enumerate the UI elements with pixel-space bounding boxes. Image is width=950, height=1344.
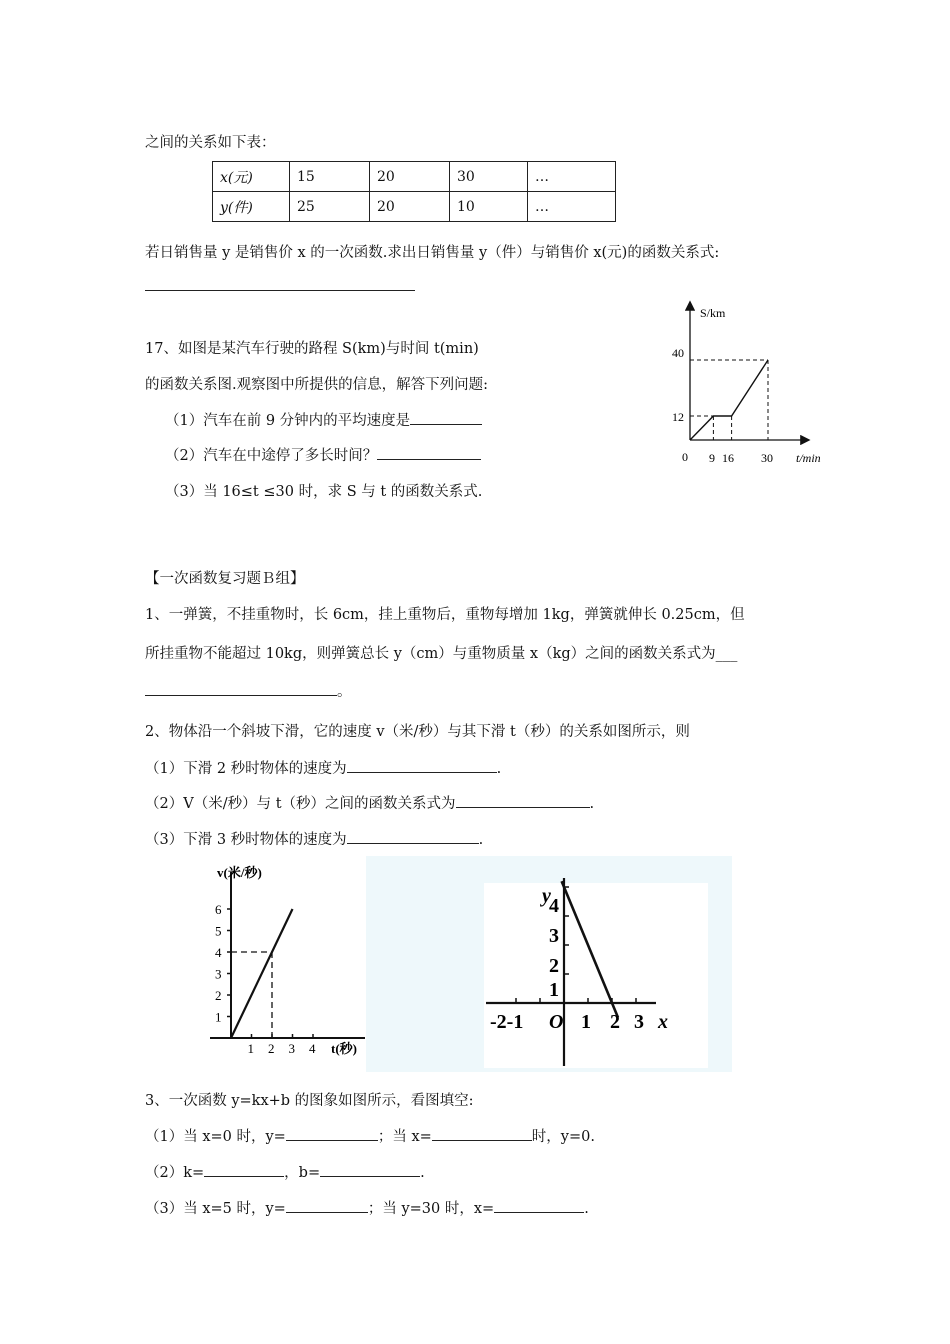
y-tick-label: 6 bbox=[215, 902, 222, 917]
answer-blank[interactable] bbox=[347, 830, 479, 844]
x-tick-2: 2 bbox=[610, 1011, 620, 1033]
q17-sub2-text: （2）汽车在中途停了多长时间？ bbox=[165, 448, 378, 464]
x-tick-label: 1 bbox=[247, 1041, 254, 1056]
b-q2-sub3 bbox=[145, 828, 483, 849]
b-q2-sub1 bbox=[145, 757, 501, 778]
y-tick-label: 5 bbox=[215, 923, 222, 939]
b-q1-end: 。 bbox=[337, 684, 352, 700]
q17-line1: 17、如图是某汽车行驶的路程 S(km)与时间 t(min) bbox=[145, 341, 479, 357]
answer-blank[interactable] bbox=[410, 411, 482, 425]
y-axis-label: S/km bbox=[700, 306, 726, 320]
b-q2-line1: 2、物体沿一个斜坡下滑，它的速度 v（米/秒）与其下滑 t（秒）的关系如图所示，则 bbox=[145, 724, 690, 740]
table-cell-y-label: y(件) bbox=[213, 192, 290, 222]
answer-blank[interactable] bbox=[456, 794, 590, 808]
y-axis-label: y bbox=[542, 885, 551, 907]
answer-blank[interactable] bbox=[286, 1199, 368, 1213]
b-q1-line3 bbox=[145, 680, 352, 701]
x-tick-label: 4 bbox=[309, 1041, 316, 1056]
table-cell: 10 bbox=[450, 192, 528, 222]
table-row-y bbox=[213, 192, 616, 222]
table-row-x bbox=[213, 162, 616, 192]
b-q3-sub1 bbox=[145, 1125, 595, 1146]
table-cell: 20 bbox=[370, 162, 450, 192]
period: . bbox=[478, 832, 484, 848]
origin-label: 0 bbox=[682, 450, 688, 464]
linear-function-graph bbox=[366, 856, 732, 1072]
q17-line2: 的函数关系图.观察图中所提供的信息，解答下列问题: bbox=[145, 377, 488, 393]
b-q3-sub3-c: . bbox=[584, 1201, 589, 1217]
x-tick-1: 1 bbox=[581, 1011, 591, 1033]
velocity-line bbox=[231, 909, 293, 1038]
b-q2-sub2 bbox=[145, 792, 594, 813]
q17-sub1 bbox=[165, 409, 482, 430]
period: . bbox=[496, 761, 502, 777]
y-tick-label: 2 bbox=[215, 988, 222, 1003]
x-tick-3: 3 bbox=[634, 1011, 644, 1033]
answer-blank[interactable] bbox=[377, 446, 481, 460]
y-axis-label: v(米/秒) bbox=[217, 865, 262, 880]
x-tick-30: 30 bbox=[761, 451, 773, 465]
table-cell: 15 bbox=[290, 162, 370, 192]
y-tick-3: 3 bbox=[549, 925, 559, 947]
b-q3-sub2-b: ，b= bbox=[284, 1165, 321, 1181]
b-q3-line1: 3、一次函数 y=kx+b 的图象如图所示，看图填空: bbox=[145, 1093, 474, 1109]
b-q3-sub1-b: ；当 x= bbox=[377, 1129, 432, 1145]
period: . bbox=[589, 796, 595, 812]
answer-blank[interactable] bbox=[347, 759, 497, 773]
b-q3-sub2-a: （2）k= bbox=[145, 1165, 205, 1181]
y-tick-12: 12 bbox=[672, 410, 684, 424]
b-q3-sub3-a: （3）当 x=5 时，y= bbox=[145, 1201, 286, 1217]
q16-text: 若日销售量 y 是销售价 x 的一次函数.求出日销售量 y（件）与销售价 x(元)的函数关系式: bbox=[145, 245, 720, 261]
q17-sub1-text: （1）汽车在前 9 分钟内的平均速度是 bbox=[165, 413, 411, 429]
y-tick-label: 1 bbox=[215, 1009, 222, 1025]
x-tick-label: 2 bbox=[268, 1041, 275, 1056]
b-q3-sub3 bbox=[145, 1197, 589, 1218]
section-b-title: 【一次函数复习题Ｂ组】 bbox=[145, 571, 305, 587]
b-q3-sub1-c: 时，y=0. bbox=[531, 1129, 595, 1145]
table-cell: 20 bbox=[370, 192, 450, 222]
y-tick-2: 2 bbox=[549, 955, 559, 977]
answer-blank[interactable] bbox=[432, 1127, 532, 1141]
y-tick-40: 40 bbox=[672, 346, 684, 360]
x-tick-label: 3 bbox=[288, 1041, 295, 1056]
price-sales-table bbox=[212, 161, 616, 222]
table-cell: 30 bbox=[450, 162, 528, 192]
b-q3-sub1-a: （1）当 x=0 时，y= bbox=[145, 1129, 286, 1145]
q17-sub2 bbox=[165, 444, 481, 465]
answer-blank[interactable] bbox=[145, 682, 337, 696]
distance-line bbox=[690, 360, 768, 440]
y-tick-label: 4 bbox=[215, 945, 222, 960]
x-axis-label: t(秒) bbox=[331, 1041, 357, 1056]
b-q2-sub1-text: （1）下滑 2 秒时物体的速度为 bbox=[145, 761, 347, 777]
b-q3-sub2-c: . bbox=[420, 1165, 425, 1181]
x-ticks-negative: -2-1 bbox=[490, 1011, 524, 1033]
table-cell: … bbox=[528, 162, 616, 192]
x-tick-16: 16 bbox=[722, 451, 734, 465]
answer-blank[interactable] bbox=[286, 1127, 378, 1141]
x-axis-label: t/min bbox=[796, 451, 821, 465]
y-tick-4: 4 bbox=[549, 895, 559, 917]
b-q1-line1: 1、一弹簧，不挂重物时，长 6cm，挂上重物后，重物每增加 1kg，弹簧就伸长 0.25cm，但 bbox=[145, 607, 745, 623]
b-q2-sub2-text: （2）V（米/秒）与 t（秒）之间的函数关系式为 bbox=[145, 796, 456, 812]
b-q2-sub3-text: （3）下滑 3 秒时物体的速度为 bbox=[145, 832, 347, 848]
origin-label: O bbox=[549, 1011, 564, 1033]
x-axis-label: x bbox=[658, 1011, 668, 1033]
answer-blank[interactable] bbox=[204, 1163, 284, 1177]
y-tick-label: 3 bbox=[215, 966, 222, 982]
q17-sub3: （3）当 16≤t ≤30 时，求 S 与 t 的函数关系式. bbox=[165, 484, 483, 500]
b-q3-sub2 bbox=[145, 1161, 425, 1182]
table-cell: … bbox=[528, 192, 616, 222]
b-q3-sub3-b: ；当 y=30 时，x= bbox=[367, 1201, 495, 1217]
velocity-time-graph bbox=[200, 860, 370, 1070]
x-tick-9: 9 bbox=[709, 451, 715, 465]
table-cell: 25 bbox=[290, 192, 370, 222]
answer-blank[interactable] bbox=[494, 1199, 584, 1213]
table-cell-x-label: x(元) bbox=[213, 162, 290, 192]
answer-line[interactable] bbox=[145, 290, 415, 291]
answer-blank[interactable] bbox=[320, 1163, 420, 1177]
b-q1-line2: 所挂重物不能超过 10kg，则弹簧总长 y（cm）与重物质量 x（kg）之间的函数关系式为___ bbox=[145, 646, 738, 662]
y-tick-1: 1 bbox=[549, 979, 559, 1001]
distance-time-graph bbox=[665, 295, 840, 470]
intro-text: 之间的关系如下表： bbox=[145, 135, 276, 151]
